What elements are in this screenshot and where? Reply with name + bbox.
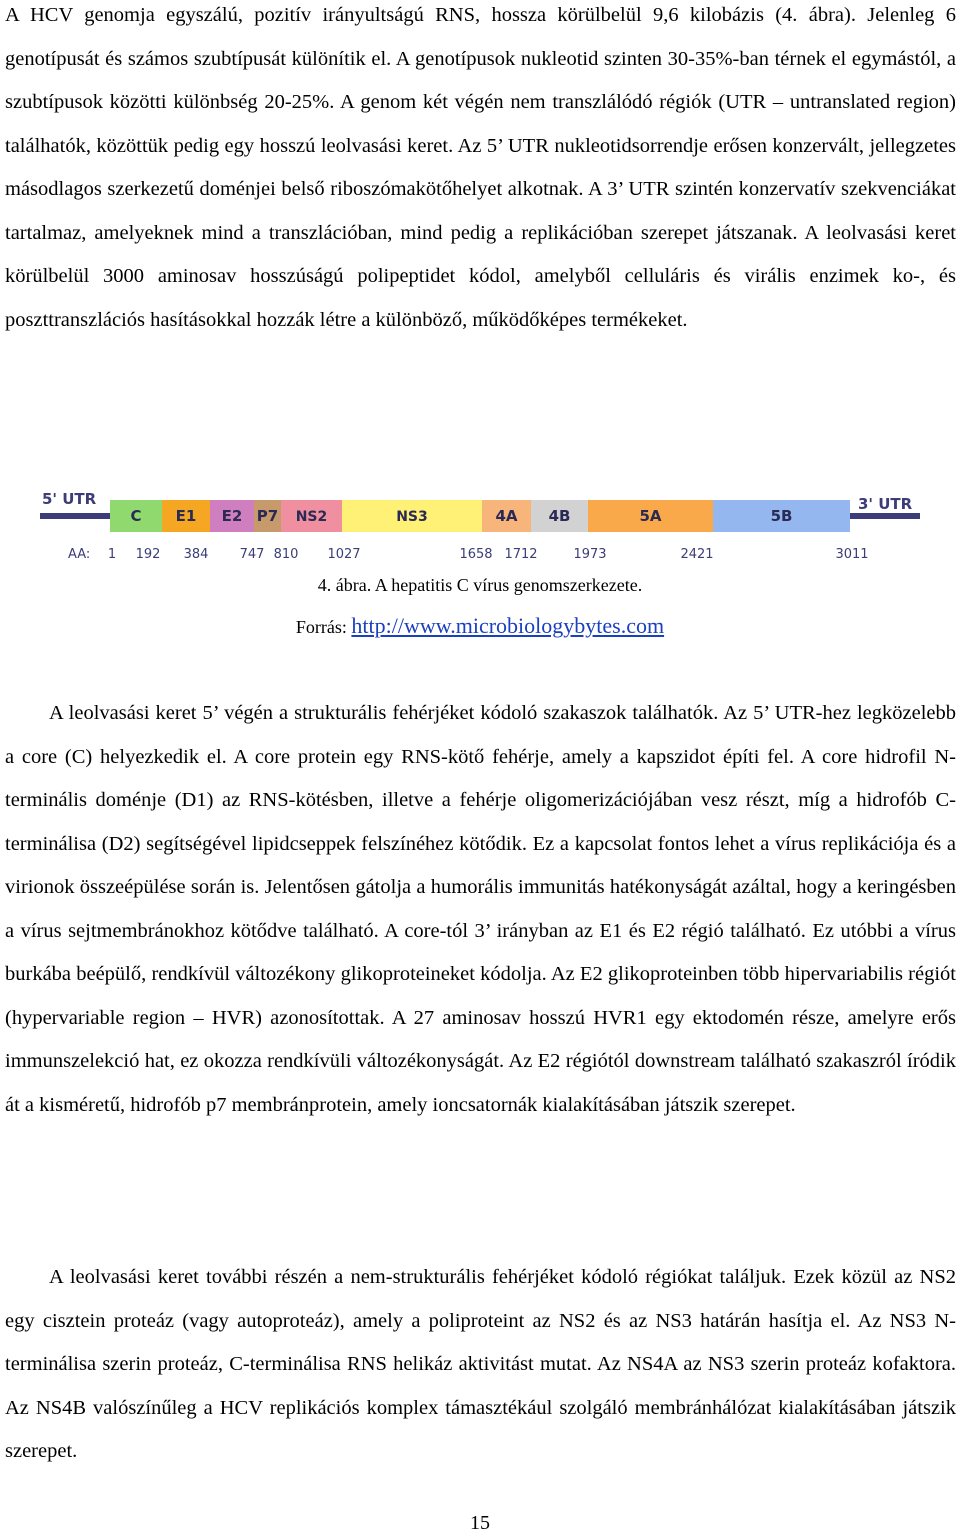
aa-position-label: 1 xyxy=(107,547,117,562)
source-prefix: Forrás: xyxy=(295,617,352,637)
aa-position-label: 384 xyxy=(183,547,209,562)
segment-label-e1: E1 xyxy=(175,507,197,525)
aa-position-label: 3011 xyxy=(835,547,869,562)
utr3-label: 3' UTR xyxy=(858,495,913,513)
page-number: 15 xyxy=(470,1512,490,1534)
paragraph-genome-intro: A HCV genomja egyszálú, pozitív irányultságú RNS, hossza körülbelül 9,6 kilobázis (4. ábra). Jelenleg 6 genotípusát és számos szubtípusát különítik el. A genotípusok nukleotid szinten 30-35%-ban térnek el egymástól, a szubtípusok közötti különbség 20-25%. A genom két végén nem transzlálódó régiók (UTR – untranslated region) találhatók, közöttük pedig egy hosszú leolvasási keret. Az 5’ UTR nukleotidsorrendje erősen konzervált, jellegzetes másodlagos szerkezetű doménjei belső riboszómakötőhelyet alkotnak. A 3’ UTR szintén konzervatív szekvenciákat tartalmaz, amelyeknek mind a transzlációban, mind pedig a replikációban szerepet játszanak. A leolvasási keret körülbelül 3000 aminosav hosszúságú polipeptidet kódol, amelyből celluláris és virális enzimek ko-, és poszttranszlációs hasításokkal hozzák létre a különböző, működőképes termékeket. xyxy=(5,4,956,331)
aa-positions xyxy=(108,547,869,562)
genome-segments xyxy=(110,500,850,532)
segment-label-5a: 5A xyxy=(639,507,662,525)
aa-label: AA: xyxy=(68,547,91,562)
aa-position-label: 2421 xyxy=(680,547,714,562)
utr5-label: 5' UTR xyxy=(42,490,97,508)
segment-label-ns2: NS2 xyxy=(295,509,328,525)
aa-position-label: 192 xyxy=(135,547,161,562)
segment-label-e2: E2 xyxy=(221,507,243,525)
aa-position-label: 747 xyxy=(239,547,265,562)
segment-label-ns3: NS3 xyxy=(396,509,428,525)
segment-label-p7: P7 xyxy=(256,507,279,525)
aa-position-label: 810 xyxy=(273,547,299,562)
paragraph-nonstructural-proteins: A leolvasási keret további részén a nem-strukturális fehérjéket kódoló régiókat találjuk. Ezek közül az NS2 egy cisztein proteáz (vagy autoproteáz), amely a poliproteint az NS2 és az NS3 határán hasítja el. Az NS3 N-terminálisa szerin proteáz, C-terminálisa RNS helikáz aktivitást mutat. Az NS4A az NS3 szerin proteáz kofaktora. Az NS4B valószínűleg a HCV replikációs komplex támasztékául szolgáló membránhálózat kialakításában játszik szerepet. xyxy=(5,1266,956,1462)
segment-label-4b: 4B xyxy=(548,507,571,525)
aa-position-label: 1712 xyxy=(504,547,538,562)
segment-label-c: C xyxy=(130,507,142,525)
aa-position-label: 1027 xyxy=(327,547,361,562)
source-link[interactable]: http://www.microbiologybytes.com xyxy=(351,613,665,638)
figure-caption: 4. ábra. A hepatitis C vírus genomszerkezete. xyxy=(317,575,643,595)
aa-position-label: 1658 xyxy=(459,547,493,562)
segment-label-5b: 5B xyxy=(770,507,793,525)
aa-position-label: 1973 xyxy=(573,547,607,562)
paragraph-structural-proteins: A leolvasási keret 5’ végén a strukturális fehérjéket kódoló szakaszok találhatók. Az 5’ UTR-hez legközelebb a core (C) helyezkedik el. A core protein egy RNS-kötő fehérje, amely a kapszidot építi fel. A core hidrofil N-terminális doménje (D1) az RNS-kötésben, illetve a fehérje oligomerizációjában vesz részt, míg a hidrofób C-terminálisa (D2) segítségével lipidcseppek felszínéhez kötődik. Ez a kapcsolat fontos lehet a vírus replikációja és a virionok összeépülése során is. Jelentősen gátolja a humorális immunitás hatékonyságát azáltal, hogy a keringésben a vírus sejtmembránokhoz kötődve található. A core-tól 3’ irányban az E1 és E2 régió található. Ez utóbbi a vírus burkába beépülő, rendkívül változékony glikoproteineket kódolja. Az E2 glikoproteinben több hipervariabilis régiót (hypervariable region – HVR) azonosítottak. A 27 aminosav hosszú HVR1 egy ektodomén része, amelyre erős immunszelekció hat, ez okozza rendkívüli változékonyságát. Az E2 régiótól downstream található szakaszról íródik át a kisméretű, hidrofób p7 membránprotein, amely ioncsatornák kialakításában játszik szerepet. xyxy=(5,702,956,1116)
segment-label-4a: 4A xyxy=(495,507,518,525)
hcv-genome-diagram xyxy=(40,478,920,568)
figure-source xyxy=(0,613,960,639)
